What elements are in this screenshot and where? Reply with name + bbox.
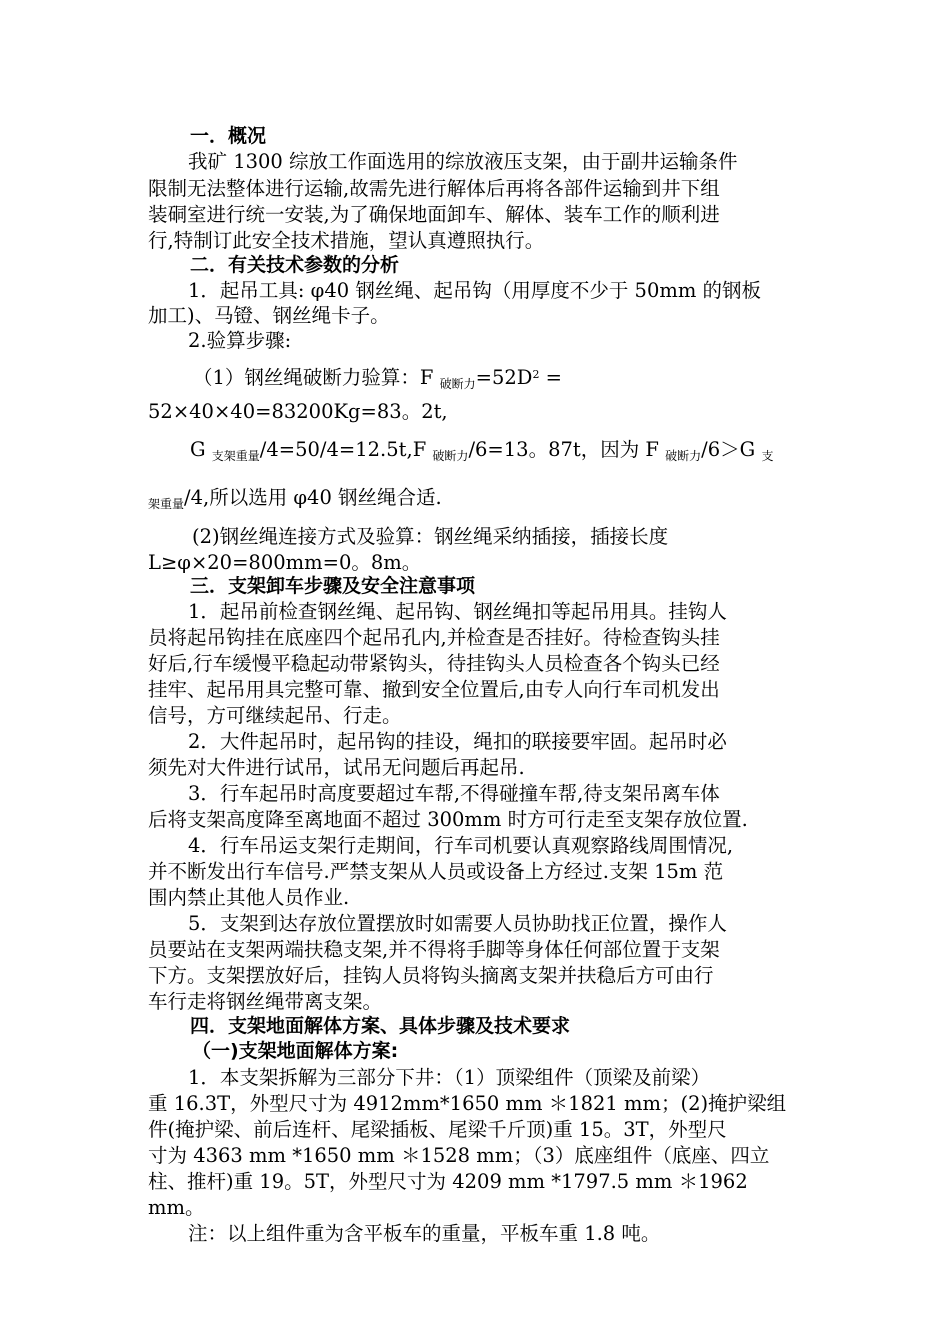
subsection-heading: （一)支架地面解体方案: bbox=[192, 1040, 399, 1062]
paragraph-line: 员要站在支架两端扶稳支架,并不得将手脚等身体任何部位置于支架 bbox=[148, 938, 720, 961]
paragraph-line: 车行走将钢丝绳带离支架。 bbox=[148, 990, 383, 1013]
section-4-heading: 四．支架地面解体方案、具体步骤及技术要求 bbox=[190, 1015, 571, 1037]
paragraph-line: 并不断发出行车信号.严禁支架从人员或设备上方经过.支架 15m 范 bbox=[148, 860, 724, 883]
paragraph-line: 5．支架到达存放位置摆放时如需要人员协助找正位置，操作人 bbox=[188, 912, 727, 935]
paragraph-line: 加工)、马镫、钢丝绳卡子。 bbox=[148, 304, 390, 327]
paragraph-line: 须先对大件进行试吊，试吊无问题后再起吊. bbox=[148, 756, 525, 779]
formula-text: = bbox=[539, 366, 562, 389]
subscript: 破断力 bbox=[432, 449, 469, 464]
paragraph-line: 2．大件起吊时，起吊钩的挂设，绳扣的联接要牢固。起吊时必 bbox=[188, 730, 727, 753]
formula-text: /6＞G bbox=[701, 438, 762, 461]
formula-text: （1）钢丝绳破断力验算：F bbox=[193, 366, 440, 389]
paragraph-line: 挂牢、起吊用具完整可靠、撤到安全位置后,由专人向行车司机发出 bbox=[148, 678, 720, 701]
paragraph-line: 装硐室进行统一安装,为了确保地面卸车、解体、装车工作的顺利进 bbox=[148, 203, 720, 226]
paragraph-line: 我矿 1300 综放工作面选用的综放液压支架，由于副井运输条件 bbox=[188, 150, 738, 173]
subscript: 支 bbox=[761, 449, 774, 464]
subscript: 架重量 bbox=[148, 497, 185, 512]
formula-text: /4=50/4=12.5t,F bbox=[259, 438, 433, 461]
paragraph-line: 柱、推杆)重 19。5T，外型尺寸为 4209 mm *1797.5 mm ＊1962 bbox=[148, 1170, 748, 1193]
paragraph-line: 限制无法整体进行运输,故需先进行解体后再将各部件运输到井下组 bbox=[148, 177, 720, 200]
formula-text: /6=13。87t，因为 F bbox=[468, 438, 666, 461]
subscript: 支架重量 bbox=[211, 449, 260, 464]
note-line: 注：以上组件重为含平板车的重量，平板车重 1.8 吨。 bbox=[188, 1222, 661, 1245]
section-3-heading: 三．支架卸车步骤及安全注意事项 bbox=[190, 575, 476, 597]
formula-text: G bbox=[190, 438, 212, 461]
formula-line bbox=[193, 366, 562, 392]
subscript: 破断力 bbox=[665, 449, 702, 464]
paragraph-line: 1．起吊工具: φ40 钢丝绳、起吊钩（用厚度不少于 50mm 的钢板 bbox=[188, 279, 762, 302]
formula-text: /4,所以选用 φ40 钢丝绳合适. bbox=[184, 486, 442, 509]
paragraph-line: 3．行车起吊时高度要超过车帮,不得碰撞车帮,待支架吊离车体 bbox=[188, 782, 720, 805]
paragraph-line: mm。 bbox=[148, 1196, 205, 1219]
paragraph-line: 围内禁止其他人员作业. bbox=[148, 886, 350, 909]
paragraph-line: 信号，方可继续起吊、行走。 bbox=[148, 704, 402, 727]
paragraph-line: 员将起吊钩挂在底座四个起吊孔内,并检查是否挂好。待检查钩头挂 bbox=[148, 626, 720, 649]
superscript: 2 bbox=[532, 367, 540, 381]
paragraph-line: 重 16.3T，外型尺寸为 4912mm*1650 mm ＊1821 mm；(2)掩护梁组 bbox=[148, 1092, 787, 1115]
paragraph-line: 行,特制订此安全技术措施，望认真遵照执行。 bbox=[148, 229, 545, 252]
paragraph-line: 寸为 4363 mm *1650 mm ＊1528 mm；（3）底座组件（底座、四立 bbox=[148, 1144, 770, 1167]
paragraph-line: 1．本支架拆解为三部分下井：（1）顶梁组件（顶梁及前梁） bbox=[188, 1066, 711, 1089]
paragraph-line: 1．起吊前检查钢丝绳、起吊钩、钢丝绳扣等起吊用具。挂钩人 bbox=[188, 600, 727, 623]
section-1-heading: 一．概况 bbox=[190, 125, 267, 147]
subscript: 破断力 bbox=[439, 377, 476, 392]
paragraph-line: (2)钢丝绳连接方式及验算：钢丝绳采纳插接，插接长度 bbox=[192, 525, 669, 548]
formula-line bbox=[148, 486, 442, 512]
paragraph-line: 后将支架高度降至离地面不超过 300mm 时方可行走至支架存放位置. bbox=[148, 808, 748, 831]
paragraph-line: 2.验算步骤: bbox=[188, 329, 292, 352]
formula-text: =52D bbox=[475, 366, 533, 389]
paragraph-line: 件(掩护梁、前后连杆、尾梁插板、尾梁千斤顶)重 15。3T，外型尺 bbox=[148, 1118, 727, 1141]
paragraph-line: 4．行车吊运支架行走期间，行车司机要认真观察路线周围情况, bbox=[188, 834, 734, 857]
formula-line bbox=[190, 438, 774, 464]
formula-line: 52×40×40=83200Kg=83。2t, bbox=[148, 400, 448, 423]
paragraph-line: L≥φ×20=800mm=0。8m。 bbox=[148, 551, 422, 574]
paragraph-line: 下方。支架摆放好后，挂钩人员将钩头摘离支架并扶稳后方可由行 bbox=[148, 964, 714, 987]
section-2-heading: 二．有关技术参数的分析 bbox=[190, 254, 400, 276]
paragraph-line: 好后,行车缓慢平稳起动带紧钩头，待挂钩头人员检查各个钩头已经 bbox=[148, 652, 720, 675]
